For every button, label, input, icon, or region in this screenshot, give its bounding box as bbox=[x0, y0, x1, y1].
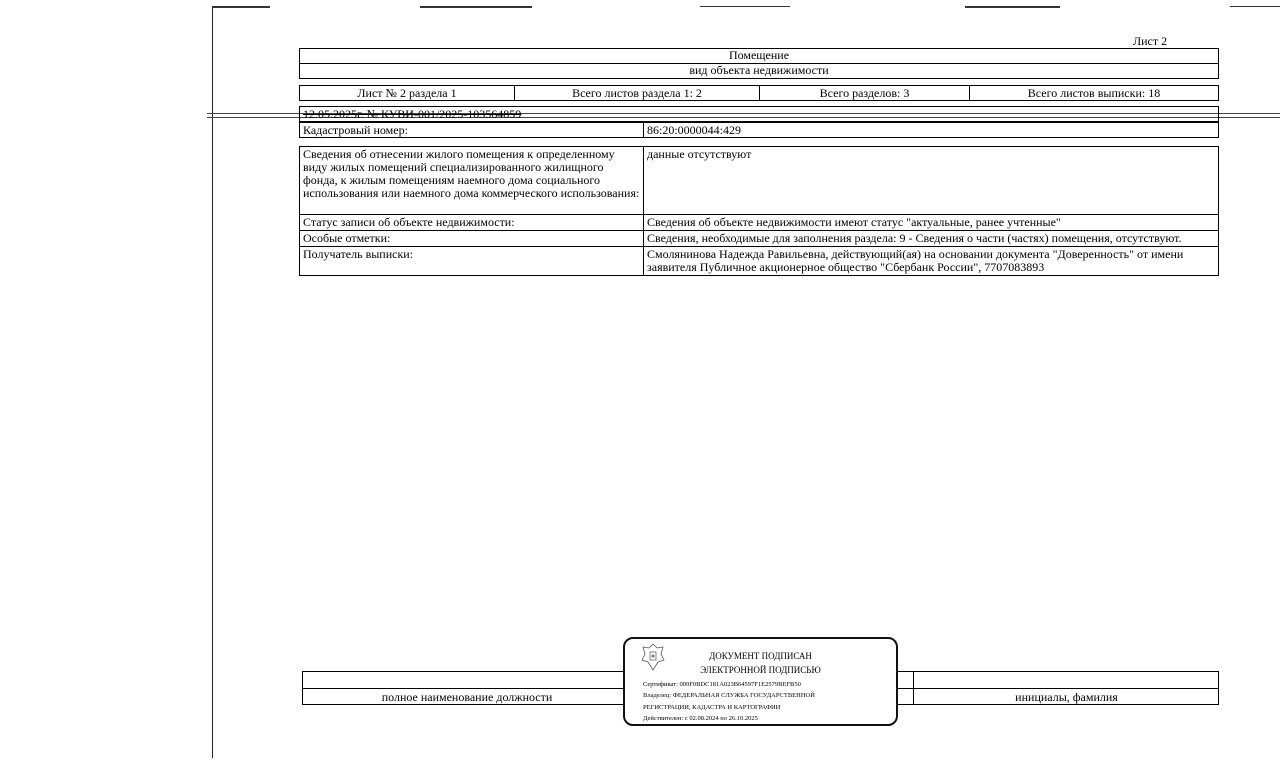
name-label: инициалы, фамилия bbox=[1015, 690, 1118, 704]
scan-top-mark bbox=[700, 6, 790, 7]
position-label: полное наименование должности bbox=[381, 690, 553, 704]
scan-top-mark bbox=[212, 6, 270, 8]
extract-reference bbox=[299, 106, 1219, 122]
stamp-line1: ДОКУМЕНТ ПОДПИСАН bbox=[709, 651, 812, 661]
cadastral-label: Кадастровый номер: bbox=[299, 122, 644, 138]
scan-top-mark bbox=[965, 6, 1060, 8]
detail-value: Сведения об объекте недвижимости имеют статус "актуальные, ранее учтенные" bbox=[643, 214, 1219, 231]
scan-margin-line bbox=[212, 8, 213, 758]
scan-top-mark bbox=[1230, 6, 1280, 7]
cadastral-value: 86:20:0000044:429 bbox=[643, 122, 1219, 138]
object-title: Помещение bbox=[299, 48, 1219, 64]
sheet-label: Лист 2 bbox=[1133, 34, 1168, 48]
stamp-certificate: Сертификат: 009F0BDC181A023B64597F1E2579BEFB50 bbox=[643, 681, 801, 688]
detail-value: Смолянинова Надежда Равильевна, действующий(ая) на основании документа "Доверенность" от имени заявителя Публичное акционерное общество "Сбербанк России", 7707083893 bbox=[643, 246, 1219, 276]
electronic-signature-stamp bbox=[623, 637, 898, 726]
extract-reference-text: 12.05.2025г. № КУВИ-001/2025-103564859 bbox=[303, 107, 522, 121]
stamp-validity: Действителен: с 02.08.2024 по 26.10.2025 bbox=[643, 715, 758, 722]
detail-value: данные отсутствуют bbox=[643, 146, 1219, 215]
total-sections-cell: Всего разделов: 3 bbox=[759, 85, 970, 101]
detail-label: Сведения об отнесении жилого помещения к определенному виду жилых помещений специализированного жилищного фонда, к жилым помещениям наемного дома социального использования или наемного дома коммерческого использования: bbox=[299, 146, 644, 215]
sheet-section-cell: Лист № 2 раздела 1 bbox=[299, 85, 515, 101]
object-subtitle: вид объекта недвижимости bbox=[299, 63, 1219, 79]
detail-label: Статус записи об объекте недвижимости: bbox=[299, 214, 644, 231]
scan-top-mark bbox=[420, 6, 532, 8]
stamp-line2: ЭЛЕКТРОННОЙ ПОДПИСЬЮ bbox=[700, 665, 821, 675]
stamp-owner2: РЕГИСТРАЦИИ, КАДАСТРА И КАРТОГРАФИИ bbox=[643, 704, 781, 711]
section-sheets-cell: Всего листов раздела 1: 2 bbox=[514, 85, 760, 101]
detail-label: Особые отметки: bbox=[299, 230, 644, 247]
detail-label: Получатель выписки: bbox=[299, 246, 644, 276]
total-sheets-cell: Всего листов выписки: 18 bbox=[969, 85, 1219, 101]
stamp-owner1: Владелец: ФЕДЕРАЛЬНАЯ СЛУЖБА ГОСУДАРСТВЕННОЙ bbox=[643, 692, 815, 699]
detail-value: Сведения, необходимые для заполнения раздела: 9 - Сведения о части (частях) помещения, отсутствуют. bbox=[643, 230, 1219, 247]
